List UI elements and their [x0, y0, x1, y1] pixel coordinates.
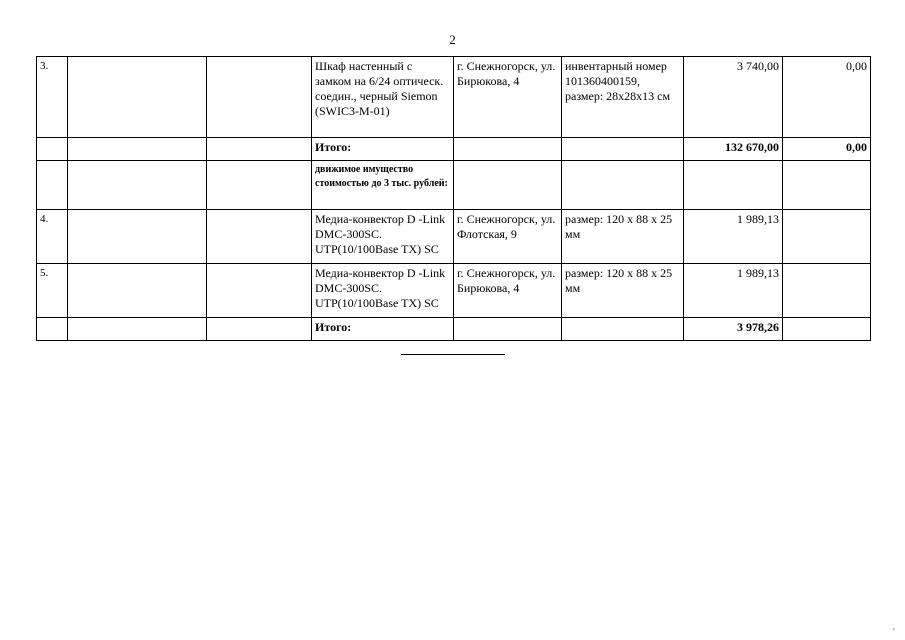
table-row — [37, 138, 871, 161]
total-label-cell: Итого: — [312, 318, 454, 341]
row-number-cell: 5. — [37, 264, 68, 318]
page-number: 2 — [449, 32, 456, 47]
characteristics-cell: размер: 120 х 88 х 25 мм — [562, 264, 684, 318]
table-row — [37, 264, 871, 318]
empty-cell — [68, 138, 207, 161]
characteristics-cell: инвентарный номер 101360400159, размер: 28х28х13 см — [562, 57, 684, 138]
total-value-cell: 3 978,26 — [684, 318, 783, 341]
empty-cell — [207, 264, 312, 318]
end-of-document-line — [401, 354, 505, 355]
empty-cell — [68, 161, 207, 210]
empty-cell — [68, 57, 207, 138]
empty-cell — [207, 318, 312, 341]
section-header-cell: движимое имущество стоимостью до 3 тыс. рублей: — [312, 161, 454, 210]
value-cell: 1 989,13 — [684, 264, 783, 318]
address-cell: г. Снежногорск, ул. Флотская, 9 — [454, 210, 562, 264]
address-cell: г. Снежногорск, ул. Бирюкова, 4 — [454, 264, 562, 318]
row-number-cell — [37, 318, 68, 341]
characteristics-cell: размер: 120 х 88 х 25 мм — [562, 210, 684, 264]
value-cell: 3 740,00 — [684, 57, 783, 138]
value-cell: 1 989,13 — [684, 210, 783, 264]
table-row — [37, 57, 871, 138]
residual-value-cell — [783, 161, 871, 210]
address-cell: г. Снежногорск, ул. Бирюкова, 4 — [454, 57, 562, 138]
characteristics-cell — [562, 161, 684, 210]
item-name-cell: Медиа-конвектор D -Link DMC-300SC. UTP(10/100Base TX) SC — [312, 210, 454, 264]
address-cell — [454, 318, 562, 341]
empty-cell — [68, 264, 207, 318]
corner-mark: ' — [893, 627, 895, 638]
address-cell — [454, 138, 562, 161]
item-name-cell: Медиа-конвектор D -Link DMC-300SC. UTP(10/100Base TX) SC — [312, 264, 454, 318]
table-row — [37, 161, 871, 210]
table-row — [37, 318, 871, 341]
residual-value-cell: 0,00 — [783, 57, 871, 138]
row-number-cell — [37, 138, 68, 161]
residual-value-cell — [783, 264, 871, 318]
value-cell — [684, 161, 783, 210]
table-row — [37, 210, 871, 264]
empty-cell — [207, 57, 312, 138]
row-number-cell — [37, 161, 68, 210]
total-residual-cell: 0,00 — [783, 138, 871, 161]
empty-cell — [68, 318, 207, 341]
empty-cell — [207, 138, 312, 161]
item-name-cell: Шкаф настенный с замком на 6/24 оптическ. соедин., черный Siemon (SWIC3-M-01) — [312, 57, 454, 138]
address-cell — [454, 161, 562, 210]
row-number-cell: 4. — [37, 210, 68, 264]
empty-cell — [207, 210, 312, 264]
total-value-cell: 132 670,00 — [684, 138, 783, 161]
empty-cell — [207, 161, 312, 210]
residual-value-cell — [783, 210, 871, 264]
property-table — [36, 56, 871, 341]
characteristics-cell — [562, 318, 684, 341]
total-residual-cell — [783, 318, 871, 341]
total-label-cell: Итого: — [312, 138, 454, 161]
empty-cell — [68, 210, 207, 264]
characteristics-cell — [562, 138, 684, 161]
row-number-cell: 3. — [37, 57, 68, 138]
